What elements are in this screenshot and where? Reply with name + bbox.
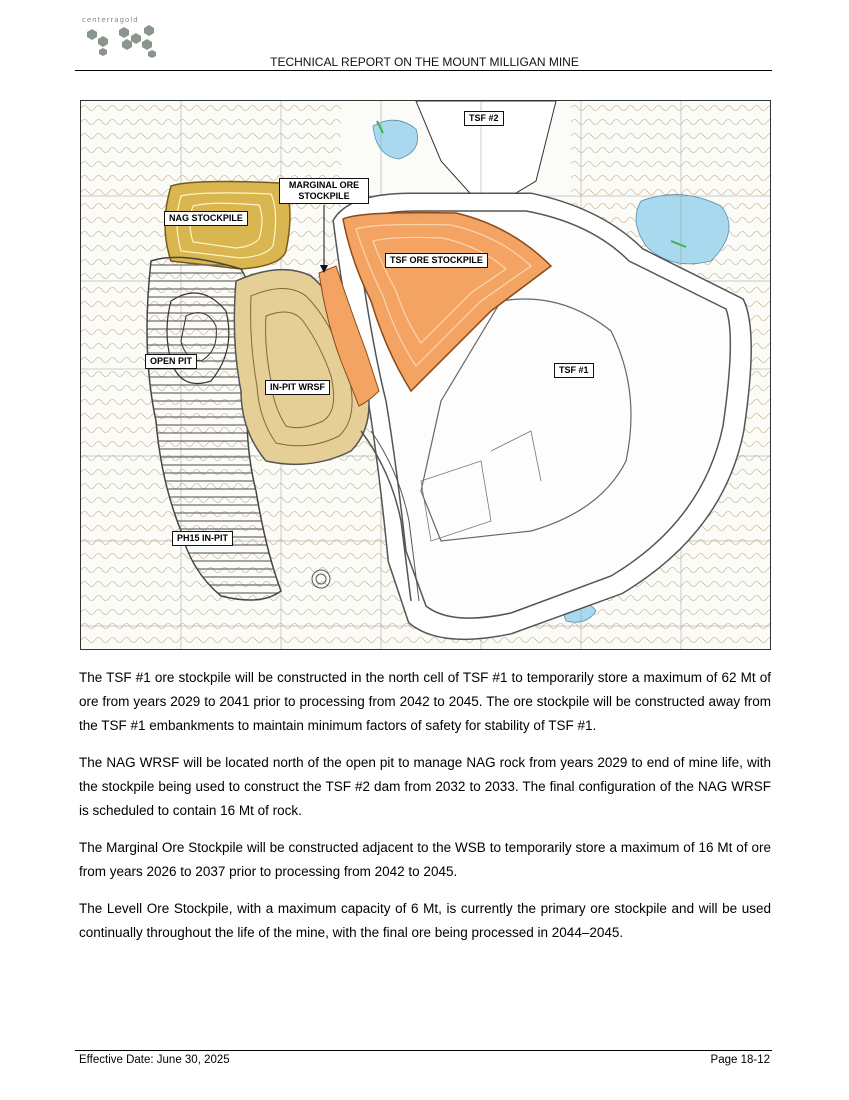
paragraph-marginal-ore: The Marginal Ore Stockpile will be constructed adjacent to the WSB to temporarily store a maximum of 16 Mt of ore from years 2026 to 2037 prior to processing from 2042 to 2045. <box>79 840 771 879</box>
map-drawing <box>81 101 770 649</box>
paragraph-levell-ore: The Levell Ore Stockpile, with a maximum capacity of 6 Mt, is currently the primary ore stockpile and will be used continually throughout the life of the mine, with the final ore being processed in 2044–2045. <box>79 901 771 940</box>
label-tsf2: TSF #2 <box>464 111 504 126</box>
paragraph-tsf1-ore-stockpile: The TSF #1 ore stockpile will be constructed in the north cell of TSF #1 to temporarily store a maximum of 62 Mt of ore from years 2029 to 2041 prior to processing from 2042 to 2045. The ore stockpile will be constructed away from the TSF #1 embankments to maintain minimum factors of safety for stability of TSF #1. <box>79 670 771 733</box>
label-ph15-in-pit: PH15 IN-PIT <box>172 531 233 546</box>
effective-date: Effective Date: June 30, 2025 <box>79 1054 230 1066</box>
page-number: Page 18-12 <box>710 1054 770 1066</box>
label-tsf1: TSF #1 <box>554 363 594 378</box>
label-nag-stockpile: NAG STOCKPILE <box>164 211 248 226</box>
header-divider <box>75 70 772 71</box>
label-marginal-ore-stockpile: MARGINAL ORE STOCKPILE <box>279 178 369 204</box>
footer-divider <box>75 1050 772 1051</box>
paragraph-nag-wrsf: The NAG WRSF will be located north of the open pit to manage NAG rock from years 2029 to end of mine life, with the stockpile being used to construct the TSF #2 dam from 2032 to 2033. The final configuration of the NAG WRSF is scheduled to contain 16 Mt of rock. <box>79 755 771 818</box>
report-title: TECHNICAL REPORT ON THE MOUNT MILLIGAN MINE <box>270 55 579 69</box>
label-open-pit: OPEN PIT <box>145 354 197 369</box>
label-in-pit-wrsf: IN-PIT WRSF <box>265 380 330 395</box>
body-text <box>79 666 771 958</box>
logo-wordmark: centerragold <box>82 16 139 24</box>
site-layout-map <box>80 100 771 650</box>
label-tsf-ore-stockpile: TSF ORE STOCKPILE <box>385 253 488 268</box>
